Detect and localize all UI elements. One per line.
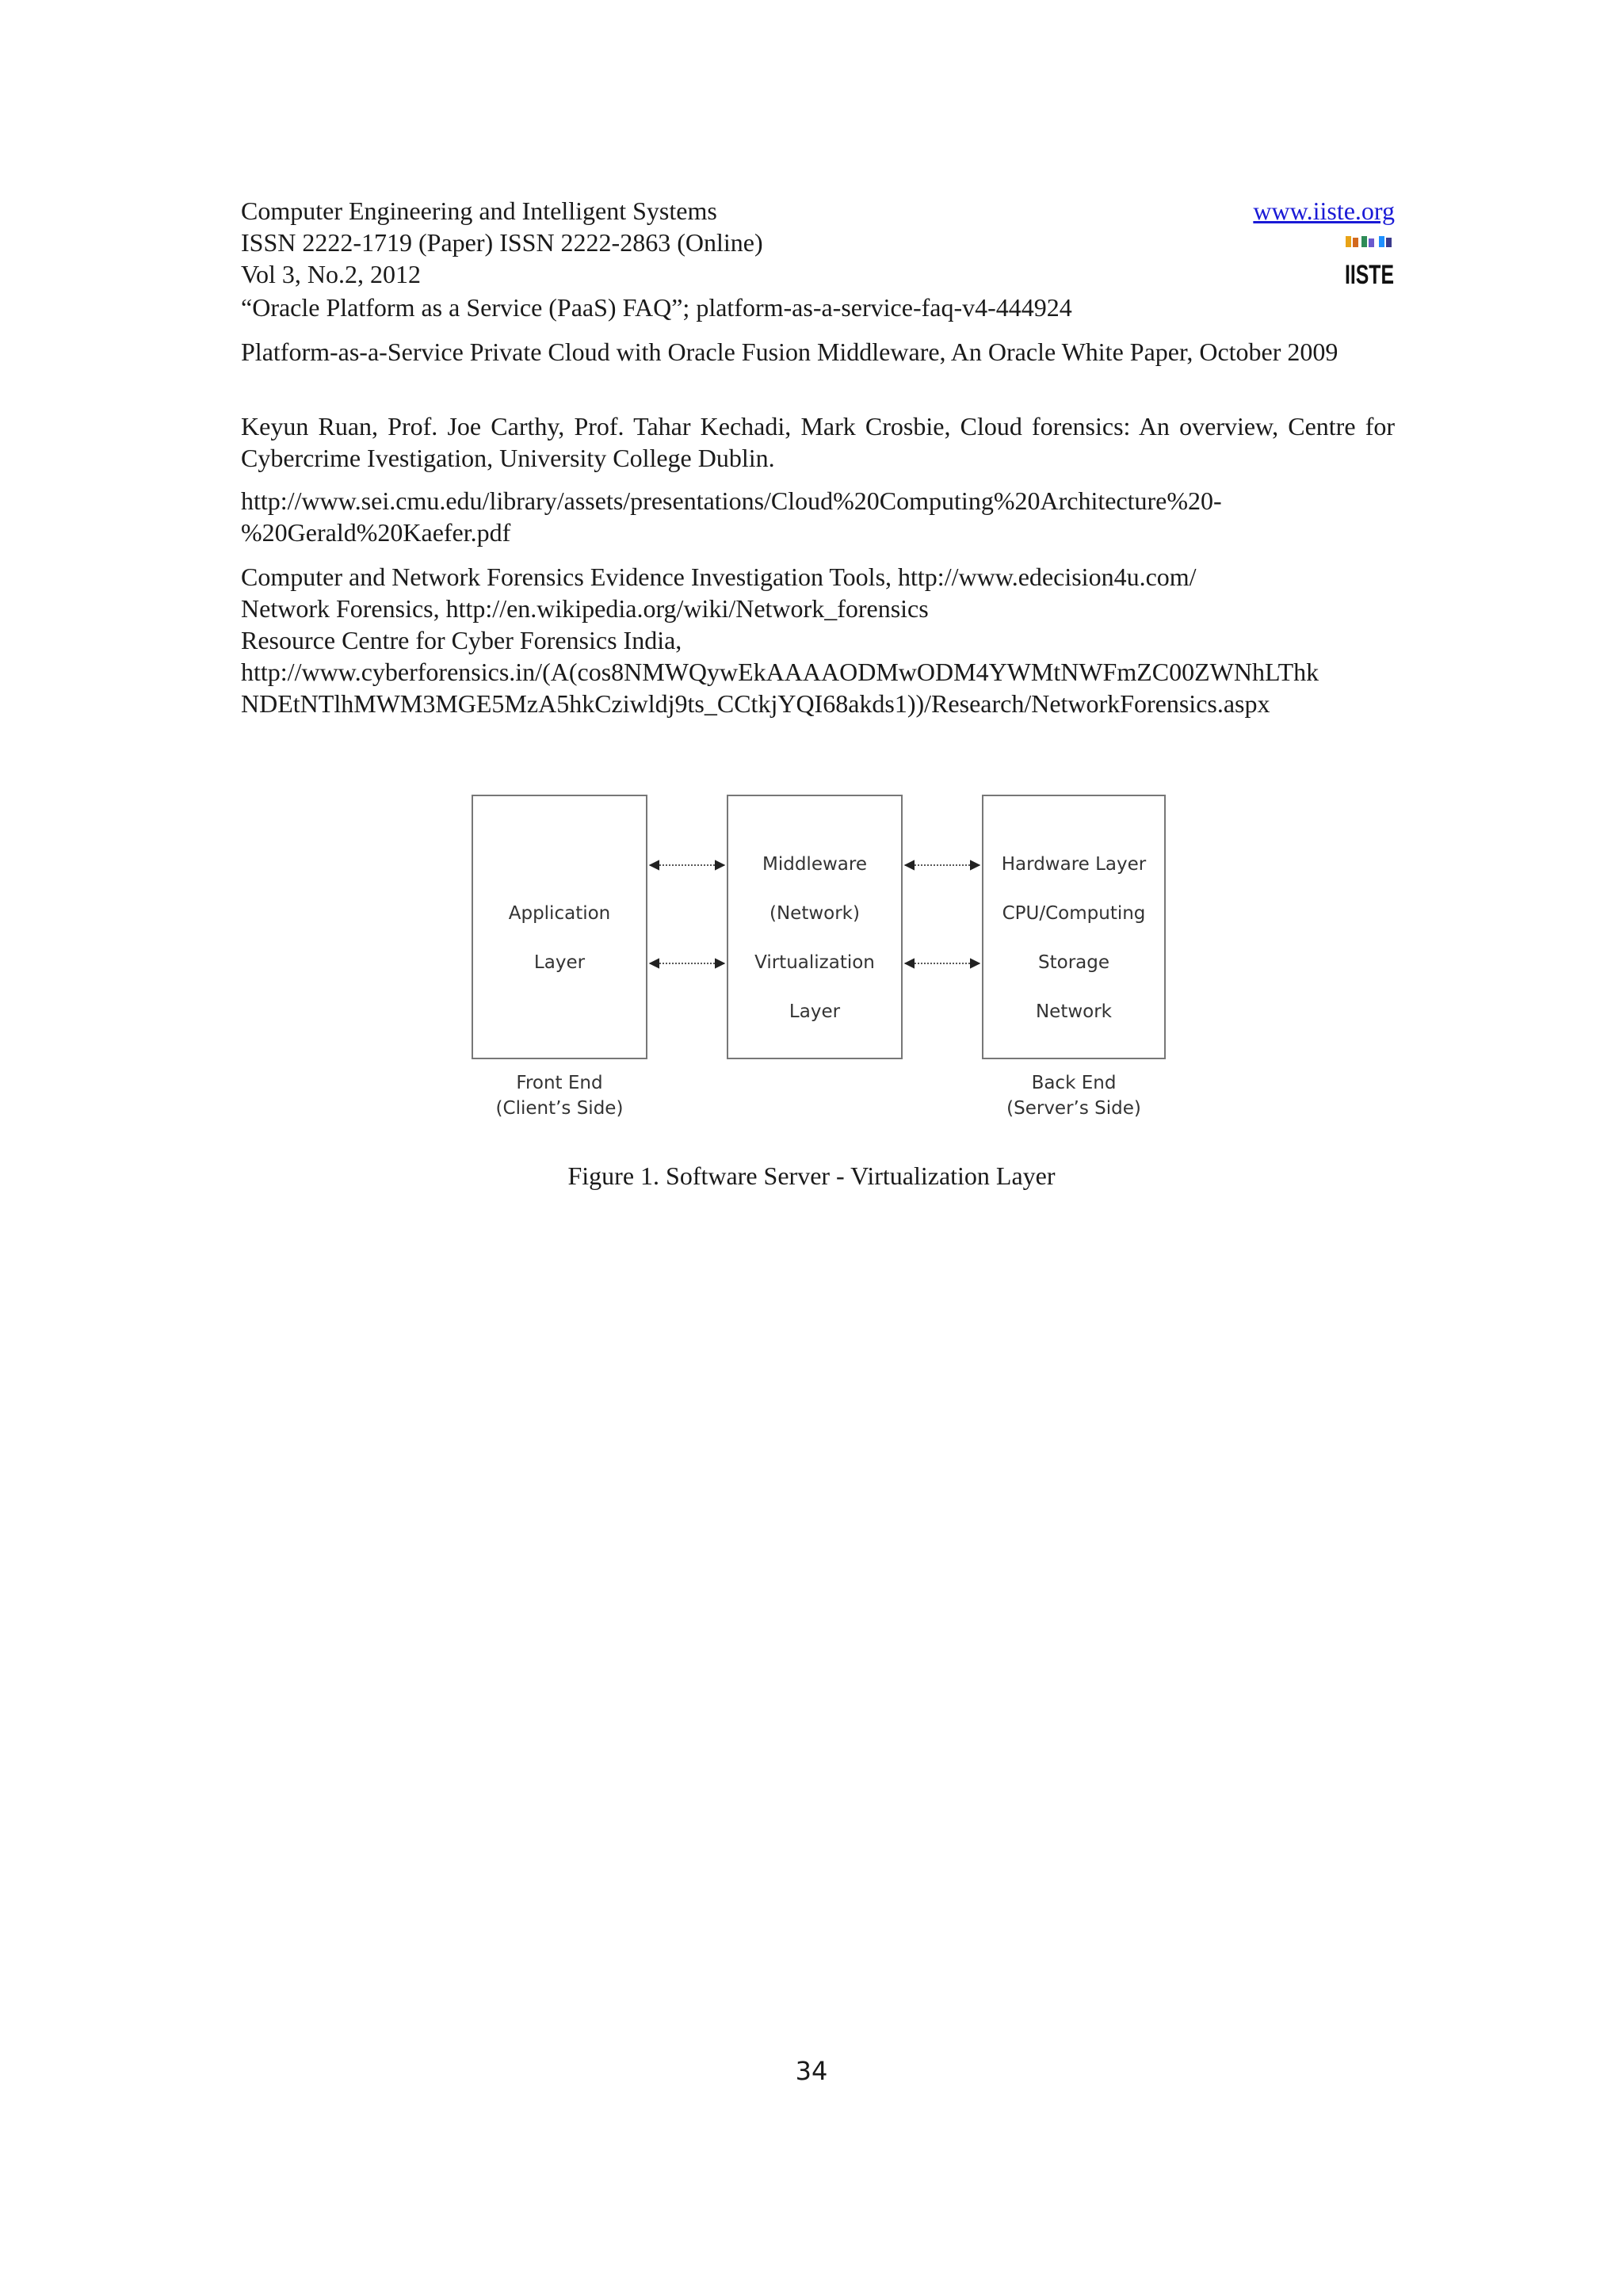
box-1-line-1: Application bbox=[508, 903, 611, 924]
reference-7-line-1: Resource Centre for Cyber Forensics India, bbox=[241, 626, 682, 654]
back-end-sublabel: (Server’s Side) bbox=[1006, 1098, 1141, 1119]
issn-line: ISSN 2222-1719 (Paper) ISSN 2222-2863 (Online) bbox=[241, 228, 763, 257]
figure-caption: Figure 1. Software Server - Virtualization Layer bbox=[567, 1161, 1056, 1190]
box-3-line-3: Storage bbox=[1038, 952, 1109, 973]
reference-3: Keyun Ruan, Prof. Joe Carthy, Prof. Tahar Kechadi, Mark Crosbie, Cloud forensics: An overview, Centre for Cybercrime Ivestigation, University College Dublin. bbox=[241, 412, 1395, 472]
front-end-label: Front End bbox=[516, 1073, 603, 1093]
box-3-line-1: Hardware Layer bbox=[1001, 854, 1147, 875]
box-2-line-2: (Network) bbox=[769, 903, 860, 924]
box-3-line-2: CPU/Computing bbox=[1002, 903, 1146, 924]
iiste-logo-icon bbox=[1344, 235, 1395, 288]
box-2-line-4: Layer bbox=[789, 1001, 841, 1022]
front-end-sublabel: (Client’s Side) bbox=[495, 1098, 624, 1119]
page-number: 34 bbox=[795, 2056, 828, 2086]
box-2-line-1: Middleware bbox=[762, 854, 867, 875]
box-1-line-2: Layer bbox=[533, 952, 586, 973]
figure-1-diagram bbox=[460, 789, 1173, 1138]
reference-7-line-2: http://www.cyberforensics.in/(A(cos8NMWQywEkAAAAODMwODM4YWMtNWFmZC00ZWNhLThk bbox=[241, 658, 1319, 686]
application-layer-box bbox=[472, 795, 647, 1058]
back-end-label: Back End bbox=[1031, 1073, 1117, 1093]
journal-title: Computer Engineering and Intelligent Systems bbox=[241, 196, 717, 225]
reference-4-line-1: http://www.sei.cmu.edu/library/assets/presentations/Cloud%20Computing%20Architecture%20- bbox=[241, 486, 1222, 515]
website-link[interactable]: www.iiste.org bbox=[1253, 196, 1395, 225]
reference-2: Platform-as-a-Service Private Cloud with Oracle Fusion Middleware, An Oracle White Paper, October 2009 bbox=[241, 338, 1338, 366]
reference-5: Computer and Network Forensics Evidence Investigation Tools, http://www.edecision4u.com/ bbox=[241, 563, 1197, 591]
reference-1: “Oracle Platform as a Service (PaaS) FAQ”; platform-as-a-service-faq-v4-444924 bbox=[241, 293, 1072, 322]
reference-4-line-2: %20Gerald%20Kaefer.pdf bbox=[241, 518, 511, 547]
reference-6: Network Forensics, http://en.wikipedia.org/wiki/Network_forensics bbox=[241, 594, 929, 623]
volume-line: Vol 3, No.2, 2012 bbox=[241, 260, 421, 288]
box-2-line-3: Virtualization bbox=[754, 952, 875, 973]
logo-wordmark: IISTE bbox=[1345, 260, 1394, 290]
box-3-line-4: Network bbox=[1035, 1001, 1113, 1022]
reference-7-line-3: NDEtNTlhMWM3MGE5MzA5hkCziwldj9ts_CCtkjYQI68akds1))/Research/NetworkForensics.aspx bbox=[241, 689, 1270, 718]
